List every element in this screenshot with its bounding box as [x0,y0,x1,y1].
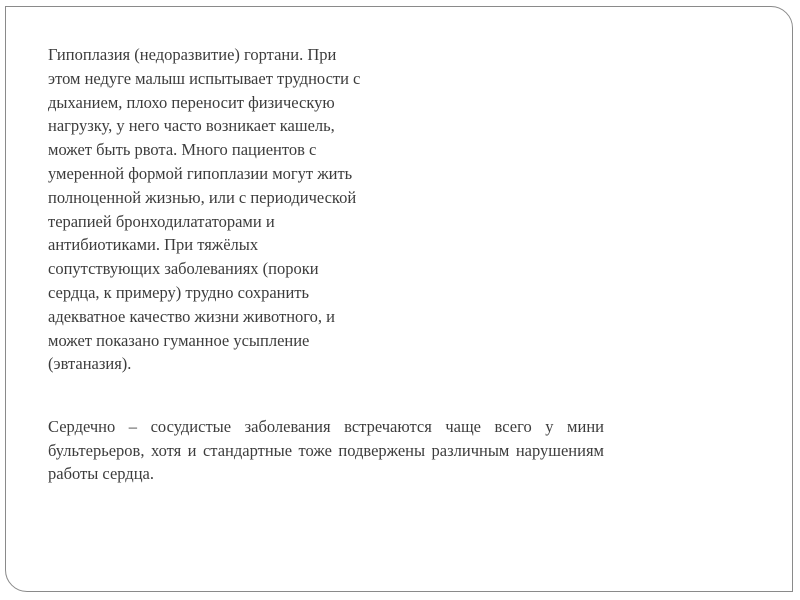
paragraph-line: адекватное качество жизни животного, и [48,306,335,326]
paragraph-line: терапией бронходилататорами и [48,211,275,231]
paragraph-line: умеренной формой гипоплазии могут жить [48,163,353,183]
paragraph-line: (эвтаназия). [48,354,132,374]
paragraph-line: полноценной жизнью, или с периодической [48,187,357,207]
paragraph-line: может быть рвота. Много пациентов с [48,140,317,160]
slide-frame [5,6,793,592]
paragraph-line: антибиотиками. При тяжёлых [48,235,259,255]
paragraph-line: дыханием, плохо переносит физическую [48,92,335,112]
paragraph-line: сопутствующих заболеваниях (пороки [48,259,319,279]
paragraph-line: нагрузку, у него часто возникает кашель, [48,116,335,136]
paragraph-line: сердца, к примеру) трудно сохранить [48,282,310,302]
paragraph-line: Гипоплазия (недоразвитие) гортани. При [48,45,337,64]
paragraph-line: может показано гуманное усыпление [48,330,310,350]
paragraph-cardiovascular: Сердечно – сосудистые заболевания встречаются чаще всего у мини бультерьеров, хотя и стандартные тоже подвержены различным нарушениям работы сердца. [48,417,604,483]
paragraph-line: этом недуге малыш испытывает трудности с [48,68,361,88]
paragraph-hypoplasia [48,43,428,376]
